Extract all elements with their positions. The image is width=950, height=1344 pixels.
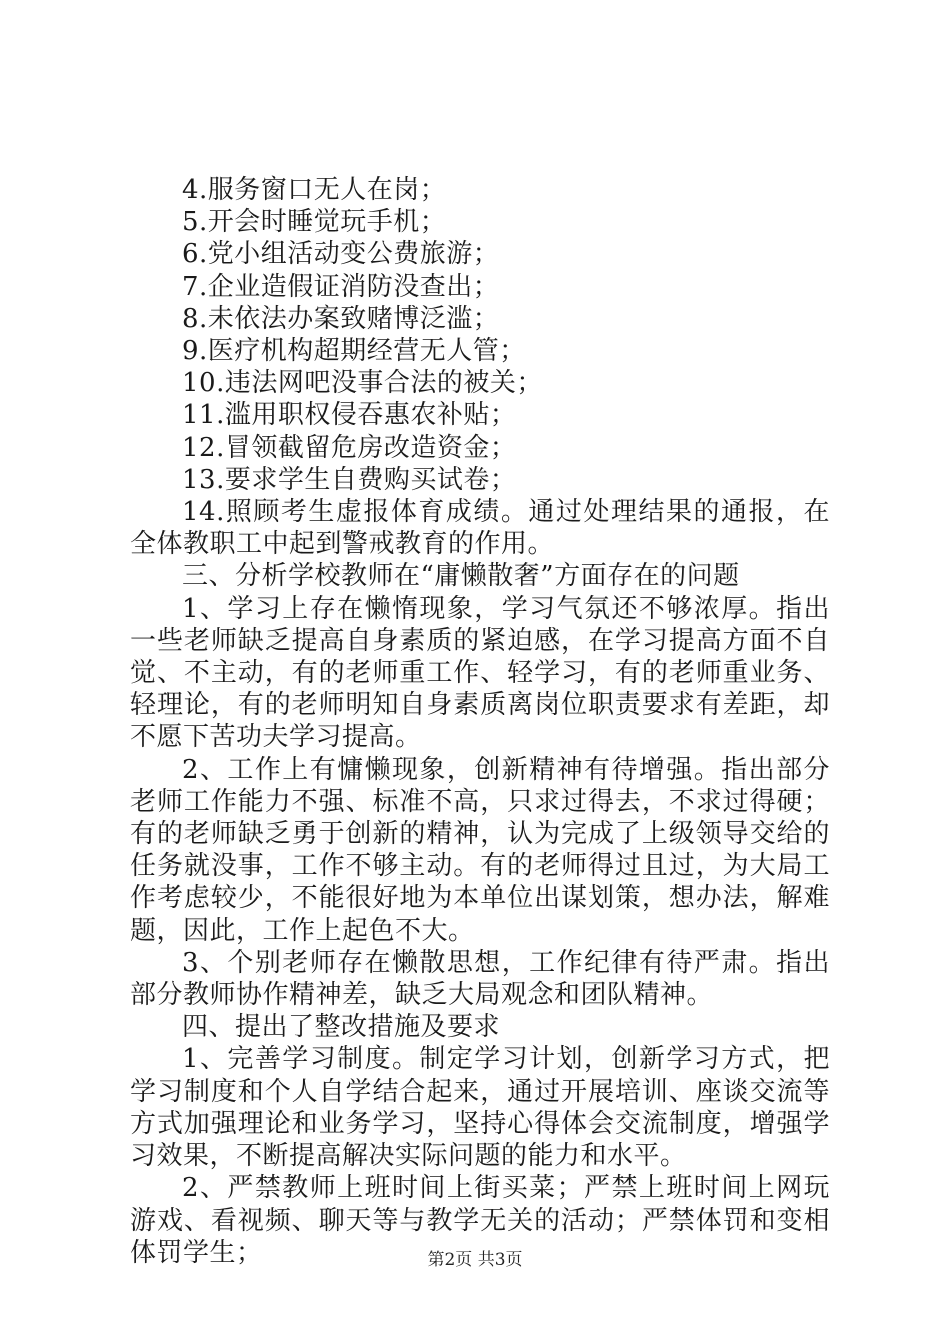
list-item-5: 5.开会时睡觉玩手机； — [182, 207, 447, 238]
list-item-4: 4.服务窗口无人在岗； — [182, 175, 447, 205]
section-heading-3: 三、分析学校教师在“庸懒散奢”方面存在的问题 — [182, 561, 740, 592]
list-item-7: 7.企业造假证消防没查出； — [182, 271, 500, 302]
body-paragraph: 2、工作上有慵懒现象，创新精神有待增强。指出部分老师工作能力不强、标准不高，只求过得去，不求过得硬；有的老师缺乏勇于创新的精神，认为完成了上级领导交给的任务就没事，工作不够主动。有的老师得过且过，为大局工作考虑较少，不能很好地为本单位出谋划策，想办法，解难题，因此，工作上起色不大。 — [130, 754, 830, 946]
body-paragraph: 3、个别老师存在懒散思想，工作纪律有待严肃。指出部分教师协作精神差，缺乏大局观念和团队精神。 — [130, 947, 830, 1011]
document-body — [130, 174, 830, 1269]
body-paragraph: 1、学习上存在懒惰现象，学习气氛还不够浓厚。指出一些老师缺乏提高自身素质的紧迫感，在学习提高方面不自觉、不主动，有的老师重工作、轻学习，有的老师重业务、轻理论，有的老师明知自身素质离岗位职责要求有差距，却不愿下苦功夫学习提高。 — [130, 593, 830, 753]
body-paragraph: 2、严禁教师上班时间上街买菜；严禁上班时间上网玩游戏、看视频、聊天等与教学无关的活动；严禁体罚和变相体罚学生； — [130, 1173, 830, 1268]
list-item-6: 6.党小组活动变公费旅游； — [182, 239, 500, 270]
page-number-footer: 第2页 共3页 — [427, 1250, 523, 1270]
list-item-9: 9.医疗机构超期经营无人管； — [182, 336, 526, 367]
list-item-11: 11.滥用职权侵吞惠农补贴； — [182, 400, 517, 431]
list-item-14: 14.照顾考生虚报体育成绩。通过处理结果的通报，在全体教职工中起到警戒教育的作用。 — [130, 497, 830, 560]
list-item-10: 10.违法网吧没事合法的被关； — [182, 368, 543, 399]
list-item-8: 8.未依法办案致赌博泛滥； — [182, 303, 500, 334]
body-paragraph: 1、完善学习制度。制定学习计划，创新学习方式，把学习制度和个人自学结合起来，通过开展培训、座谈交流等方式加强理论和业务学习，坚持心得体会交流制度，增强学习效果，不断提高解决实际问题的能力和水平。 — [130, 1044, 830, 1172]
list-item-12: 12.冒领截留危房改造资金； — [182, 432, 517, 463]
section-heading-4: 四、提出了整改措施及要求 — [182, 1012, 501, 1043]
list-item-13: 13.要求学生自费购买试卷； — [182, 464, 517, 495]
